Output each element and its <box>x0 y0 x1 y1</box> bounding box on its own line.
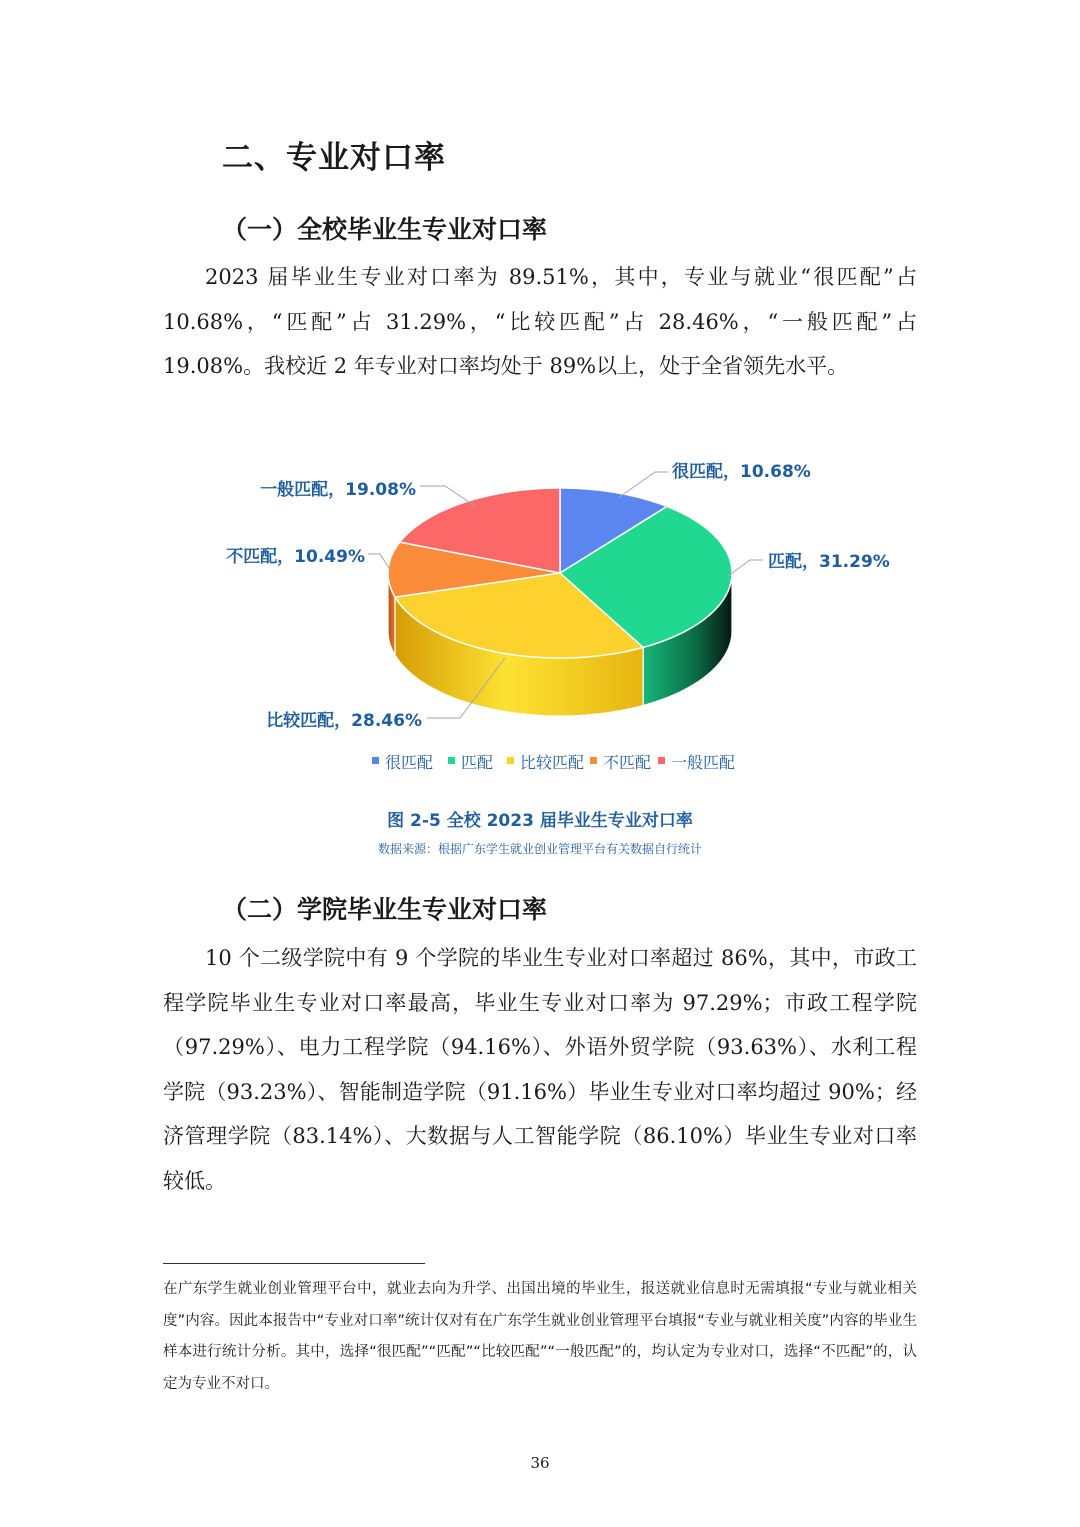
legend-label-0: 很匹配 <box>385 753 434 772</box>
section-title: 二、专业对口率 <box>222 140 446 176</box>
legend-swatch-0 <box>372 757 379 764</box>
pie-label-0: 很匹配，10.68% <box>672 462 811 482</box>
subsection-title-college: （二）学院毕业生专业对口率 <box>222 895 548 924</box>
legend-label-1: 匹配 <box>461 753 494 772</box>
legend-swatch-2 <box>507 757 514 764</box>
pie-chart <box>160 420 920 800</box>
pie-label-1: 匹配，31.29% <box>768 552 890 572</box>
footnote-divider <box>163 1263 425 1264</box>
pie-label-3: 不匹配，10.49% <box>226 547 365 567</box>
legend-label-3: 不匹配 <box>603 753 652 772</box>
legend-swatch-3 <box>590 757 597 764</box>
page-number: 36 <box>530 1454 550 1472</box>
paragraph-college-rate: 10 个二级学院中有 9 个学院的毕业生专业对口率超过 86%，其中，市政工程学院毕业生专业对口率最高，毕业生专业对口率为 97.29%；市政工程学院（97.29%）、电力工程学院（94.16%）、外语外贸学院（93.63%）、水利工程学院（93.23%）、智能制造学院（91.16%）毕业生专业对口率均超过 90%；经济管理学院（83.14%）、大数据与人工智能学院（86.10%）毕业生专业对口率较低。 <box>163 946 917 1193</box>
pie-leader-1 <box>728 560 763 576</box>
footnote-text: 在广东学生就业创业管理平台中，就业去向为升学、出国出境的毕业生，报送就业信息时无需填报“专业与就业相关度”内容。因此本报告中“专业对口率”统计仅对有在广东学生就业创业管理平台填报“专业与就业相关度”内容的毕业生样本进行统计分析。其中，选择“很匹配”“匹配”“比较匹配”“一般匹配”的，均认定为专业对口，选择“不匹配”的，认定为专业不对口。 <box>163 1281 917 1392</box>
legend-swatch-4 <box>658 757 665 764</box>
legend-label-4: 一般匹配 <box>671 753 736 772</box>
pie-label-2: 比较匹配，28.46% <box>266 711 422 731</box>
subsection-title-school: （一）全校毕业生专业对口率 <box>222 215 548 244</box>
figure-caption: 图 2-5 全校 2023 届毕业生专业对口率 <box>387 811 693 831</box>
figure-source: 数据来源：根据广东学生就业创业管理平台有关数据自行统计 <box>377 842 702 856</box>
pie-slices <box>388 488 732 658</box>
legend-label-2: 比较匹配 <box>520 753 585 772</box>
paragraph-school-rate: 2023 届毕业生专业对口率为 89.51%，其中，专业与就业“很匹配”占 10.68%，“匹配”占 31.29%，“比较匹配”占 28.46%，“一般匹配”占 19.08%。我校近 2 年专业对口率均处于 89%以上，处于全省领先水平。 <box>163 265 917 378</box>
legend-swatch-1 <box>448 757 455 764</box>
chart-legend <box>372 753 735 772</box>
pie-label-4: 一般匹配，19.08% <box>260 480 416 500</box>
